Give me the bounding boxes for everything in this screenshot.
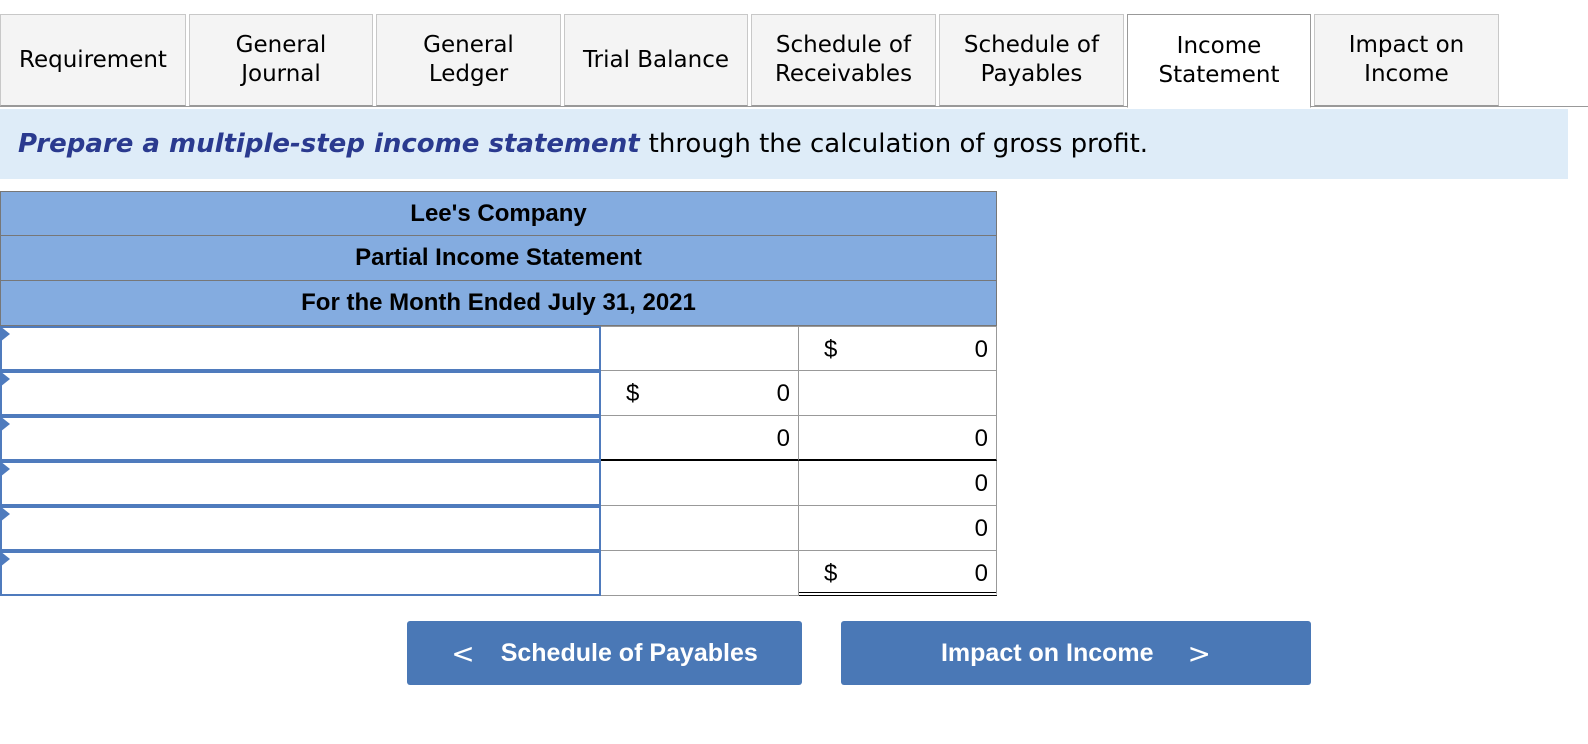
dropdown-indicator-icon: [0, 371, 10, 387]
account-dropdown[interactable]: [0, 461, 601, 506]
next-impact-on-income-button[interactable]: [841, 621, 1311, 685]
account-input[interactable]: [2, 418, 599, 459]
table-row: [0, 326, 997, 371]
total-value: 0: [974, 336, 988, 363]
dropdown-indicator-icon: [0, 416, 10, 432]
tab-trial-balance[interactable]: Trial Balance: [564, 14, 748, 106]
amount-value: 0: [776, 380, 790, 407]
total-value: 0: [974, 560, 988, 587]
amount-cell[interactable]: [601, 506, 799, 551]
tab-divider: [0, 106, 1588, 107]
amount-value: 0: [776, 425, 790, 452]
account-input[interactable]: [2, 553, 599, 594]
next-button-label: Impact on Income: [940, 638, 1154, 667]
dropdown-indicator-icon: [0, 461, 10, 477]
account-input[interactable]: [2, 328, 599, 369]
tab-general-journal[interactable]: General Journal: [189, 14, 373, 106]
account-dropdown[interactable]: [0, 506, 601, 551]
account-dropdown[interactable]: [0, 326, 601, 371]
chevron-right-icon: >: [1187, 636, 1211, 670]
account-input[interactable]: [2, 373, 599, 414]
amount-cell[interactable]: [601, 371, 799, 416]
tab-income-statement[interactable]: Income Statement: [1127, 14, 1311, 108]
total-cell[interactable]: [799, 326, 997, 371]
table-row: [0, 461, 997, 506]
table-row: [0, 506, 997, 551]
total-value: 0: [974, 515, 988, 542]
total-value: 0: [974, 425, 988, 452]
income-statement-table: [0, 191, 997, 596]
tab-bar: [0, 14, 1588, 108]
account-input[interactable]: [2, 508, 599, 549]
currency-symbol: $: [824, 336, 838, 363]
instruction-text: through the calculation of gross profit.: [648, 129, 1149, 159]
instruction-emphasis: Prepare a multiple-step income statement: [18, 129, 640, 159]
amount-cell[interactable]: [601, 461, 799, 506]
tab-general-ledger[interactable]: General Ledger: [376, 14, 561, 106]
total-cell[interactable]: [799, 416, 997, 461]
dropdown-indicator-icon: [0, 551, 10, 567]
tab-schedule-of-payables[interactable]: Schedule of Payables: [939, 14, 1124, 106]
company-name: Lee's Company: [0, 191, 997, 236]
statement-period: For the Month Ended July 31, 2021: [0, 281, 997, 326]
dropdown-indicator-icon: [0, 506, 10, 522]
total-cell[interactable]: [799, 461, 997, 506]
total-value: 0: [974, 470, 988, 497]
amount-cell[interactable]: [601, 416, 799, 461]
prev-schedule-of-payables-button[interactable]: [407, 621, 802, 685]
total-cell[interactable]: [799, 551, 997, 596]
account-dropdown[interactable]: [0, 416, 601, 461]
currency-symbol: $: [824, 560, 838, 587]
account-input[interactable]: [2, 463, 599, 504]
currency-symbol: $: [626, 380, 640, 407]
tab-impact-on-income[interactable]: Impact on Income: [1314, 14, 1499, 106]
tab-schedule-of-receivables[interactable]: Schedule of Receivables: [751, 14, 936, 106]
total-cell[interactable]: [799, 506, 997, 551]
prev-button-label: Schedule of Payables: [500, 638, 758, 667]
dropdown-indicator-icon: [0, 326, 10, 342]
table-row: [0, 551, 997, 596]
amount-cell[interactable]: [601, 326, 799, 371]
account-dropdown[interactable]: [0, 371, 601, 416]
account-dropdown[interactable]: [0, 551, 601, 596]
tab-requirement[interactable]: Requirement: [0, 14, 186, 106]
chevron-left-icon: <: [451, 636, 475, 670]
amount-cell[interactable]: [601, 551, 799, 596]
total-cell[interactable]: [799, 371, 997, 416]
instruction-banner: [0, 109, 1568, 179]
table-row: [0, 371, 997, 416]
table-row: [0, 416, 997, 461]
statement-title: Partial Income Statement: [0, 236, 997, 281]
